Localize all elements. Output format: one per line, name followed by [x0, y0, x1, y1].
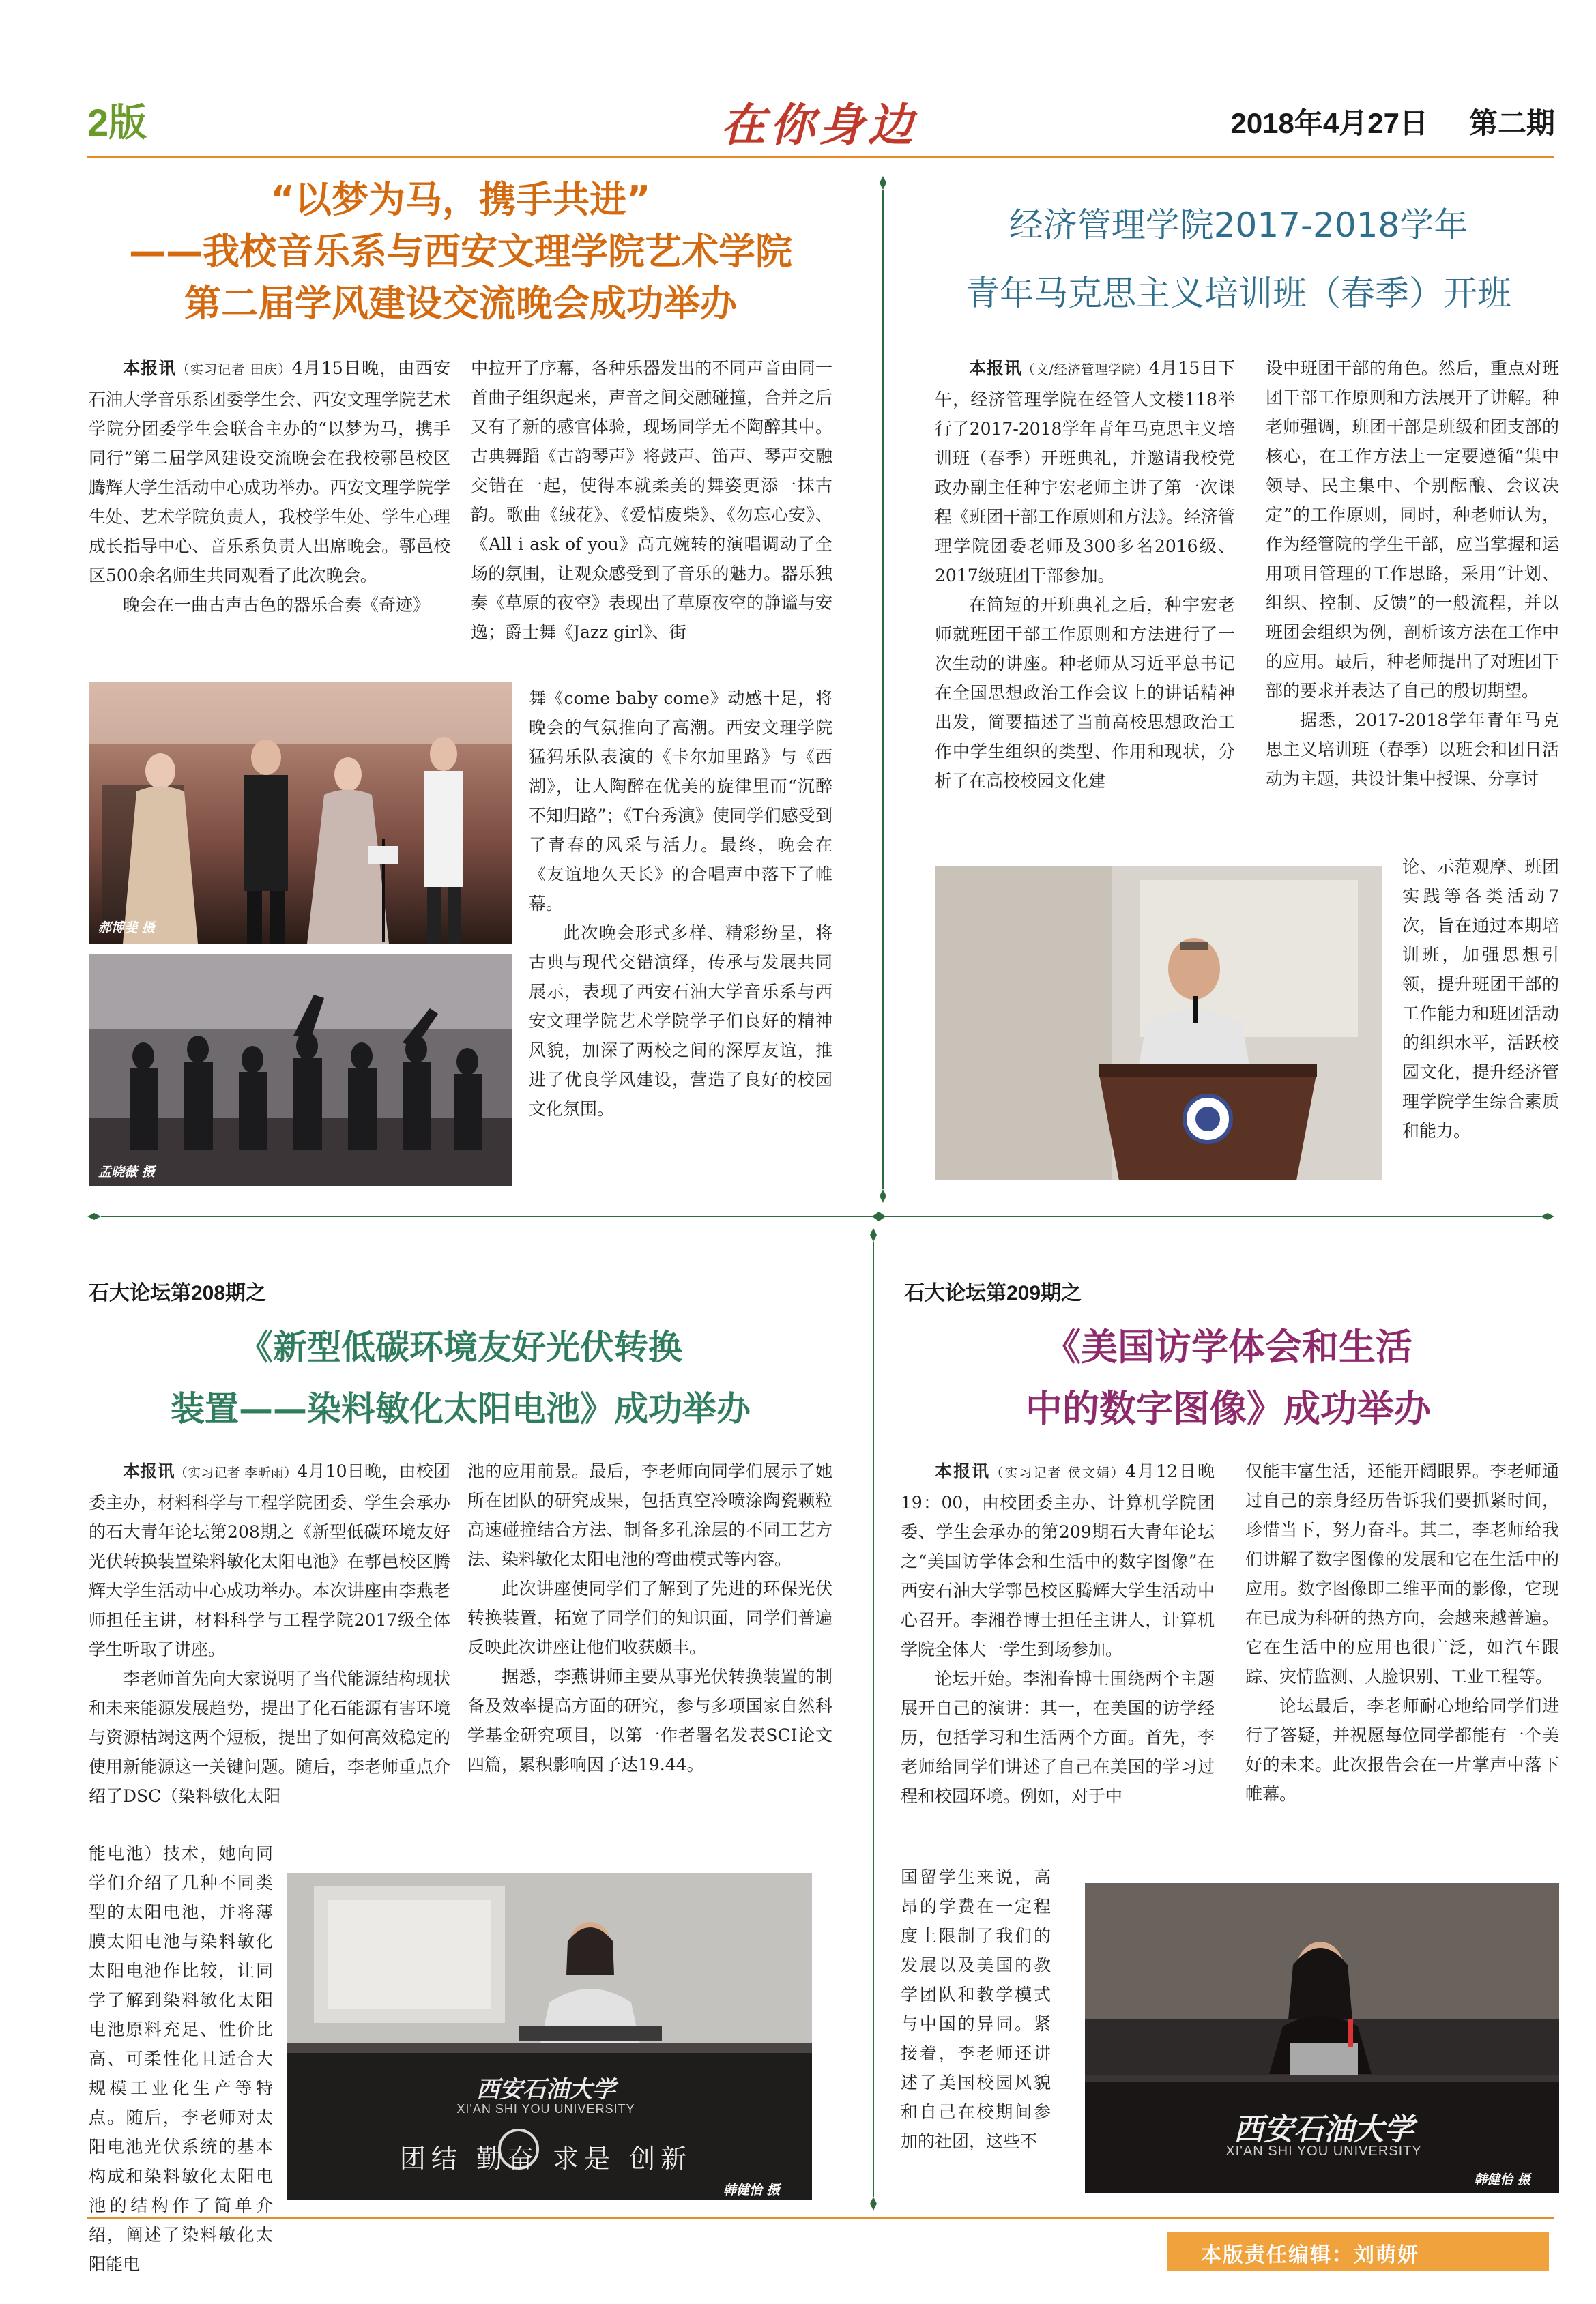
article1-column2-lower — [529, 684, 832, 1124]
article1-paragraph1: 4月15日晚，由西安石油大学音乐系团委学生会、西安文理学院艺术学院分团委学生会联合主办的“以梦为马，携手同行”第二届学风建设交流晚会在我校鄠邑校区腾辉大学生活动中心成功举办。西安文理学院学生处、艺术学院负责人，我校学生处、学生心理成长指导中心、音乐系负责人出席晚会。鄠邑校区500余名师生共同观看了此次晚会。 — [89, 358, 450, 585]
article4-column1-lower — [901, 1863, 1051, 2156]
article3-title — [89, 1317, 832, 1440]
article4-paragraph3: 论坛最后，李老师耐心地给同学们进行了答疑，并祝愿每位同学都能有一个美好的未来。此次报告会在一片掌声中落下帷幕。 — [1245, 1696, 1559, 1804]
article2-title-line1: 经济管理学院2017-2018学年 — [1009, 205, 1468, 245]
article1-title — [89, 174, 832, 330]
article2-paragraph3a: 据悉，2017-2018学年青年马克思主义培训班（春季）以班会和团日活动为主题，共设计集中授课、分享讨 — [1266, 710, 1559, 789]
article3-paragraph1: 4月10日晚，由校团委主办，材料科学与工程学院团委、学生会承办的石大青年论坛第208期之《新型低碳环境友好光伏转换装置染料敏化太阳电池》在鄠邑校区腾辉大学生活动中心成功举办。本次讲座由李燕老师担任主讲，材料科学与工程学院2017级全体学生听取了讲座。 — [89, 1461, 450, 1659]
article2-photo-speaker — [935, 866, 1382, 1180]
article4-title — [901, 1317, 1556, 1440]
article1-paragraph2c: 舞《come baby come》动感十足，将晚会的气氛推向了高潮。西安文理学院猛犸乐队表演的《卡尔加里路》与《西湖》，让人陶醉在优美的旋律里而“沉醉不知归路”；《T台秀演》使同学们感受到了青春的风采与活力。最终，晚会在《友谊地久天长》的合唱声中落下了帷幕。 — [529, 688, 832, 914]
vertical-divider-bottom — [869, 1228, 878, 2211]
article2-paragraph2: 在简短的开班典礼之后，种宇宏老师就班团干部工作原则和方法进行了一次生动的讲座。种老师从习近平总书记在全国思想政治工作会议上的讲话精神出发，简要描述了当前高校思想政治工作中学生组织的类型、作用和现状，分析了在高校校园文化建 — [935, 595, 1235, 791]
article4-column2 — [1245, 1457, 1559, 1809]
article3-title-line1: 《新型低碳环境友好光伏转换 — [239, 1328, 682, 1367]
article3-paragraph2c: 池的应用前景。最后，李老师向同学们展示了她所在团队的研究成果，包括真空冷喷涂陶瓷颗粒高速碰撞结合方法、制备多孔涂层的不同工艺方法、染料敏化太阳电池的弯曲模式等内容。 — [467, 1461, 832, 1569]
article2-lead-label: 本报讯 — [969, 358, 1022, 378]
article1-paragraph3: 此次晚会形式多样、精彩纷呈，将古典与现代交错演绎，传承与发展共同展示，表现了西安石油大学音乐系与西安文理学院艺术学院学子们良好的精神风貌，加深了两校之间的深厚友谊，推进了优良学风建设，营造了良好的校园文化氛围。 — [529, 923, 832, 1119]
article3-kicker: 石大论坛第208期之 — [89, 1282, 267, 1304]
article3-title-line2: 装置——染料敏化太阳电池》成功举办 — [171, 1389, 751, 1429]
issue-info — [1230, 101, 1555, 142]
article4-photo-lecture — [1085, 1883, 1559, 2193]
article3-lead-author: （实习记者 李昕雨） — [174, 1465, 298, 1481]
article1-photo-stage — [89, 682, 512, 944]
article2-column2-lower — [1402, 852, 1559, 1146]
article2-paragraph3b: 论、示范观摩、班团实践等各类活动7次，旨在通过本期培训班，加强思想引领，提升班团干部的工作能力和班团活动的组织水平，活跃校园文化，提升经济管理学院学生综合素质和能力。 — [1402, 857, 1559, 1141]
dance-photo-illustration — [89, 954, 512, 1186]
article3-banner-school-en: XI'AN SHI YOU UNIVERSITY — [456, 2102, 635, 2116]
article1-title-line1: “以梦为马，携手共进” — [270, 178, 651, 221]
article2-paragraph1: 4月15日下午，经济管理学院在经管人文楼118举行了2017-2018学年青年马克思主义培训班（春季）开班典礼，并邀请我校党政办副主任种宇宏老师主讲了第一次课程《班团干部工作原则和方法》。经济管理学院团委老师及300多名2016级、2017级班团干部参加。 — [935, 358, 1235, 585]
article3-banner-school: 西安石油大学 — [476, 2076, 615, 2103]
article3-paragraph2b: 能电池）技术，她向同学们介绍了几种不同类型的太阳电池，并将薄膜太阳电池与染料敏化太阳电池作比较，让同学了解到染料敏化太阳电池原料充足、性价比高、可柔性化且适合大规模工业化生产等特点。随后，李老师对太阳电池光伏系统的基本构成和染料敏化太阳电池的结构作了简单介绍，阐述了染料敏化太阳能电 — [89, 1843, 273, 2274]
article4-paragraph2a: 论坛开始。李湘眷博士围绕两个主题展开自己的演讲：其一，在美国的访学经历，包括学习和生活两个方面。首先，李老师给同学们讲述了自己在美国的学习过程和校园环境。例如，对于中 — [901, 1669, 1215, 1806]
article4-banner-school-en: XI'AN SHI YOU UNIVERSITY — [1225, 2144, 1422, 2159]
issue-number: 第二期 — [1468, 107, 1555, 139]
article3-paragraph3: 此次讲座使同学们了解到了先进的环保光伏转换装置，拓宽了同学们的知识面，同学们普遍反映此次讲座让他们收获颇丰。 — [467, 1579, 832, 1657]
article4-kicker: 石大论坛第209期之 — [904, 1282, 1082, 1304]
article4-title-line1: 《美国访学体会和生活 — [1044, 1326, 1412, 1369]
article3-paragraph4: 据悉，李燕讲师主要从事光伏转换装置的制备及效率提高方面的研究，参与多项国家自然科学基金研究项目，以第一作者署名发表SCI论文四篇，累积影响因子达19.44。 — [467, 1667, 832, 1775]
article4-column1 — [901, 1457, 1215, 1811]
article1-lead-author: （实习记者 田庆） — [176, 362, 292, 377]
article1-title-line2: ——我校音乐系与西安文理学院艺术学院 — [129, 230, 792, 273]
article2-column2 — [1266, 353, 1559, 793]
article1-photo1-credit: 郝博斐 摄 — [98, 920, 155, 935]
article1-paragraph2b: 中拉开了序幕，各种乐器发出的不同声音由同一首曲子组织起来，声音之间交融碰撞，合并之后又有了新的感官体验，现场同学无不陶醉其中。古典舞蹈《古韵琴声》将鼓声、笛声、琴声交融交错在一起，使得本就柔美的舞姿更添一抹古韵。歌曲《绒花》、《爱情废柴》、《勿忘心安》、《All i ask of you》高亢婉转的演唱调动了全场的氛围，让观众感受到了音乐的魅力。器乐独奏《草原的夜空》表现出了草原夜空的静谧与安逸；爵士舞《Jazz girl》、街 — [471, 358, 832, 642]
header-rule — [87, 156, 1554, 158]
article4-lead-author: （实习记者 侯文娟） — [990, 1465, 1125, 1481]
article3-lead-label: 本报讯 — [123, 1461, 175, 1481]
article1-column1 — [89, 353, 450, 619]
article4-lead-label: 本报讯 — [935, 1461, 991, 1481]
article4-paragraph2c: 仅能丰富生活，还能开阔眼界。李老师通过自己的亲身经历告诉我们要抓紧时间，珍惜当下，努力奋斗。其二，李老师给我们讲解了数字图像的发展和它在生活中的应用。数字图像即二维平面的影像，它现在已成为科研的热方向，会越来越普遍。它在生活中的应用也很广泛，如汽车跟踪、灾情监测、人脸识别、工业工程等。 — [1245, 1461, 1559, 1687]
masthead-title: 在你身边 — [721, 98, 917, 151]
vertical-divider-top — [878, 176, 888, 1203]
article1-title-line3: 第二届学风建设交流晚会成功举办 — [184, 282, 737, 325]
article2-title-line2: 青年马克思主义培训班（春季）开班 — [966, 274, 1511, 313]
article1-photo2-credit: 孟晓薇 摄 — [98, 1165, 155, 1180]
article1-column2 — [471, 353, 832, 647]
article4-paragraph2b: 国留学生来说，高昂的学费在一定程度上限制了我们的发展以及美国的教学团队和教学模式与中国的异同。紧接着，李老师还讲述了美国校园风貌和自己在校期间参加的社团，这些不 — [901, 1867, 1051, 2151]
stage-photo-illustration — [89, 682, 512, 944]
article3-banner-motto: 团结 勤奋 求是 创新 — [399, 2144, 693, 2174]
footer-editor: 本版责任编辑：刘萌妍 — [1201, 2243, 1419, 2267]
article3-paragraph2a: 李老师首先向大家说明了当代能源结构现状和未来能源发展趋势，提出了化石能源有害环境与资源枯竭这两个短板，提出了如何高效稳定的使用新能源这一关键问题。随后，李老师重点介绍了DSC（染料敏化太阳 — [89, 1669, 450, 1806]
article1-paragraph2a: 晚会在一曲古声古色的器乐合奏《奇迹》 — [123, 595, 431, 615]
article1-lead-label: 本报讯 — [123, 358, 177, 378]
issue-date: 2018年4月27日 — [1230, 107, 1428, 139]
article3-column1-lower — [89, 1839, 273, 2279]
article3-photo-lecture — [287, 1873, 812, 2200]
article3-photo-credit: 韩健怡 摄 — [723, 2183, 780, 2198]
article1-photo-dance — [89, 954, 512, 1186]
article3-column2 — [467, 1457, 832, 1779]
article2-title — [928, 191, 1549, 327]
article4-banner-school: 西安石油大学 — [1234, 2112, 1414, 2147]
article2-lead-author: （文/经济管理学院） — [1021, 362, 1149, 377]
article2-paragraph2b: 设中班团干部的角色。然后，重点对班团干部工作原则和方法展开了讲解。种老师强调，班团干部是班级和团支部的核心，在工作方法上一定要遵循“集中领导、民主集中、个别酝酿、会议决定”的工作原则，同时，种老师认为，作为经管院的学生干部，应当掌握和运用项目管理的工作思路，采用“计划、组织、控制、反馈”的一般流程，并以班团会组织为例，剖析该方法在工作中的应用。最后，种老师提出了对班团干部的要求并表达了自己的殷切期望。 — [1266, 358, 1559, 701]
speaker-photo-illustration — [935, 866, 1382, 1180]
article2-column1 — [935, 353, 1235, 796]
article4-paragraph1: 4月12日晚19：00，由校团委主办、计算机学院团委、学生会承办的第209期石大青年论坛之“美国访学体会和生活中的数字图像”在西安石油大学鄠邑校区腾辉大学生活动中心召开。李湘眷博士担任主讲人，计算机学院全体大一学生到场参加。 — [901, 1461, 1215, 1659]
horizontal-divider-middle — [87, 1211, 1554, 1221]
footer-rule — [87, 2217, 1554, 2219]
page-number: 2版 — [87, 101, 147, 144]
article4-photo-credit: 韩健怡 摄 — [1474, 2172, 1530, 2187]
article3-column1 — [89, 1457, 450, 1811]
article4-title-line2: 中的数字图像》成功举办 — [1026, 1387, 1431, 1430]
